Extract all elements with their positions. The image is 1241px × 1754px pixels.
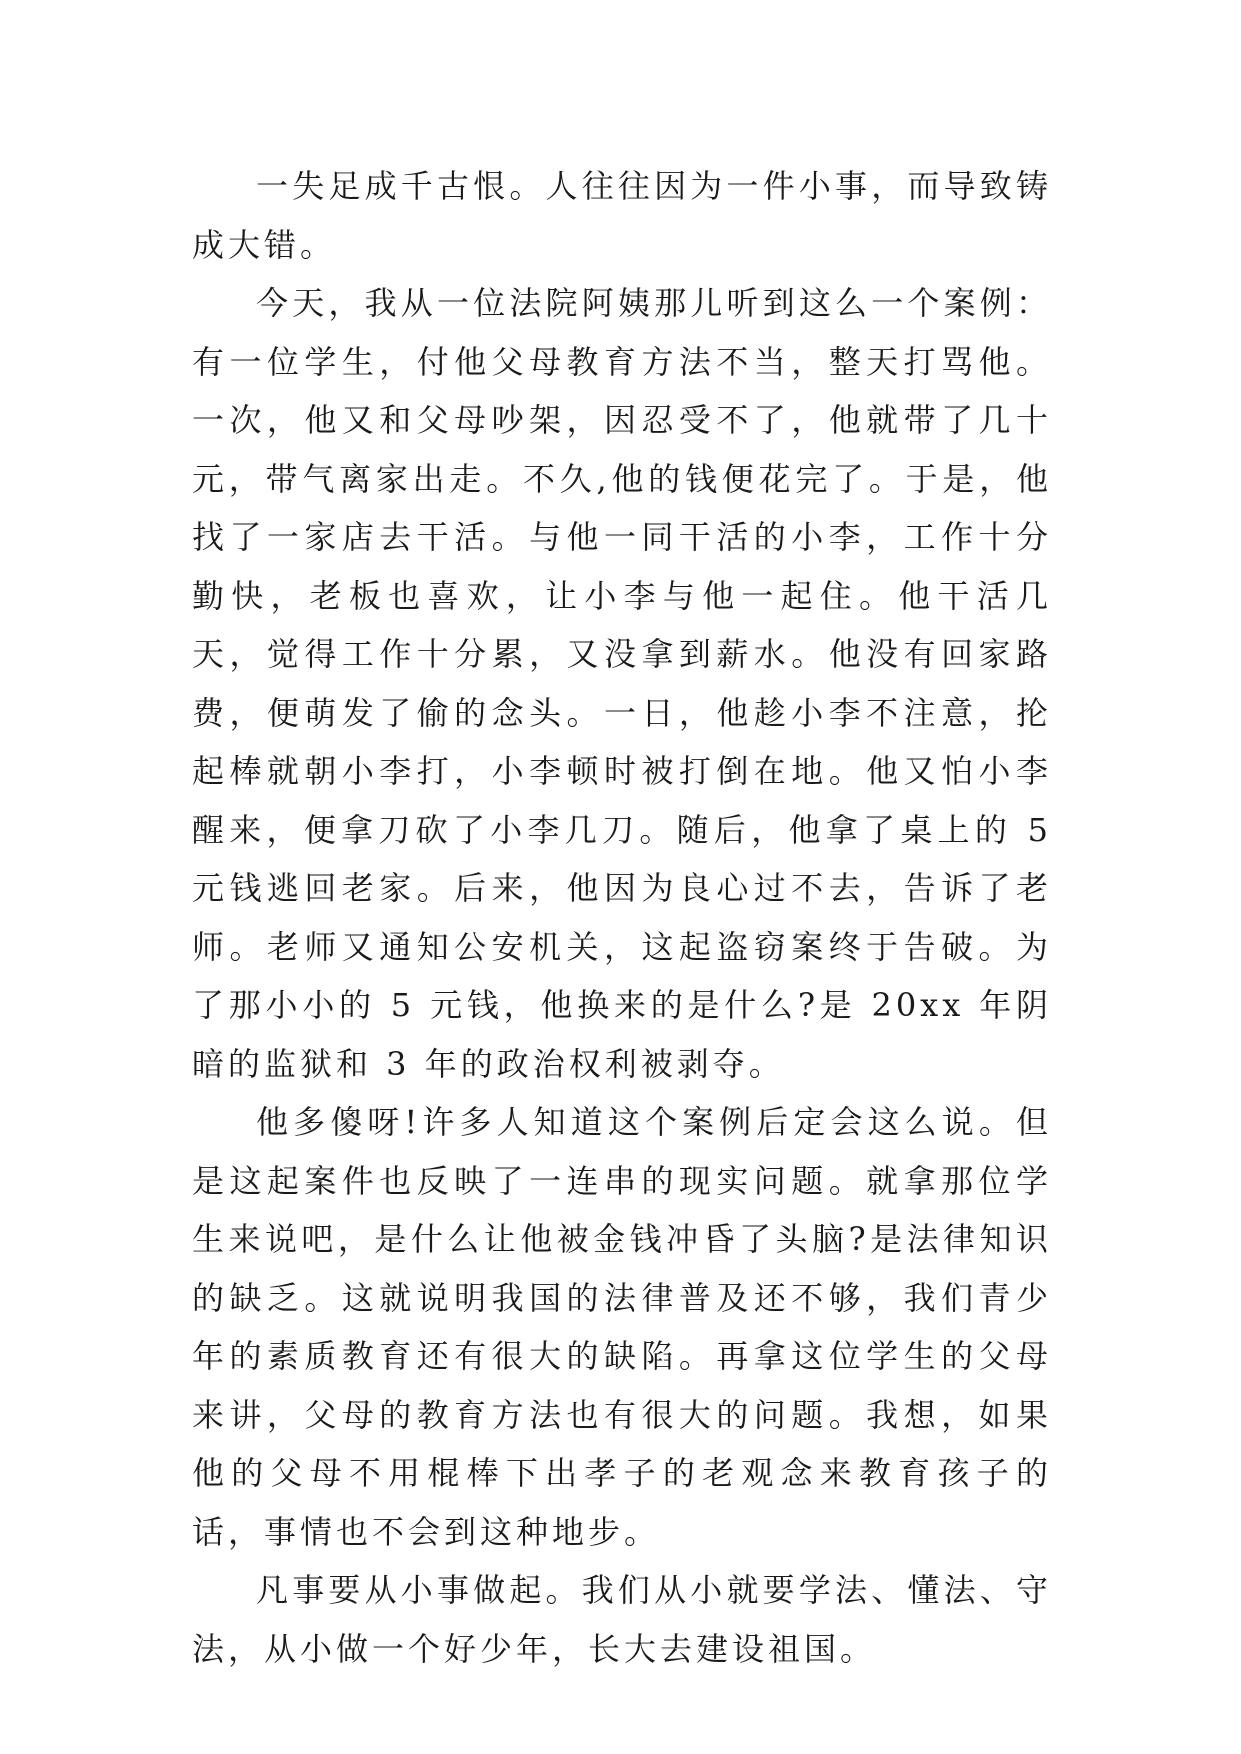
paragraph-case: 今天，我从一位法院阿姨那儿听到这么一个案例：有一位学生，付他父母教育方法不当，整天打骂他。一次，他又和父母吵架，因忍受不了，他就带了几十元，带气离家出走。不久,他的钱便花完了。于是，他找了一家店去干活。与他一同干活的小李，工作十分勤快，老板也喜欢，让小李与他一起住。他干活几天，觉得工作十分累，又没拿到薪水。他没有回家路费，便萌发了偷的念头。一日，他趁小李不注意，抡起棒就朝小李打，小李顿时被打倒在地。他又怕小李醒来，便拿刀砍了小李几刀。随后，他拿了桌上的 5 元钱逃回老家。后来，他因为良心过不去，告诉了老师。老师又通知公安机关，这起盗窃案终于告破。为了那小小的 5 元钱，他换来的是什么?是 20xx 年阴暗的监狱和 3 年的政治权利被剥夺。: [192, 284, 1052, 1083]
paragraph-intro: 一失足成千古恨。人往往因为一件小事，而导致铸成大错。: [192, 167, 1052, 264]
paragraph-reflection: 他多傻呀!许多人知道这个案例后定会这么说。但是这起案件也反映了一连串的现实问题。就拿那位学生来说吧，是什么让他被金钱冲昏了头脑?是法律知识的缺乏。这就说明我国的法律普及还不够，我们青少年的素质教育还有很大的缺陷。再拿这位学生的父母来讲，父母的教育方法也有很大的问题。我想，如果他的父母不用棍棒下出孝子的老观念来教育孩子的话，事情也不会到这种地步。: [192, 1103, 1052, 1551]
document-body: [192, 157, 1052, 1678]
paragraph-conclusion: 凡事要从小事做起。我们从小就要学法、懂法、守法，从小做一个好少年，长大去建设祖国。: [192, 1571, 1052, 1668]
